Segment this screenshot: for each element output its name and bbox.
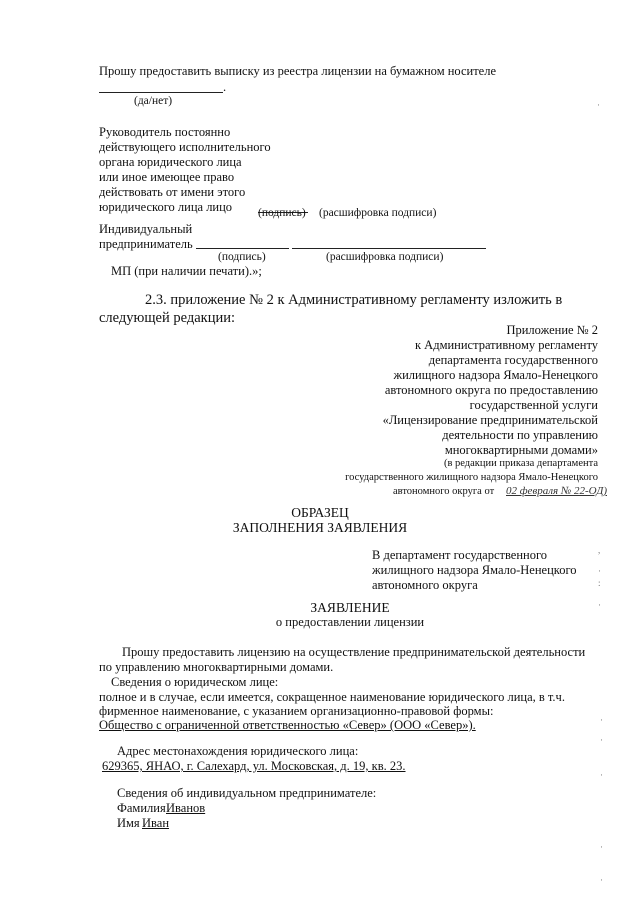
scan-mark: · [600,875,603,885]
extract-request-text: Прошу предоставить выписку из реестра лицензии на бумажном носителе [99,64,497,78]
head-line-1: Руководитель постоянно [99,125,231,139]
addressee-line-3: автономного округа [372,578,478,592]
head-line-3: органа юридического лица [99,155,242,169]
ip-decode-line [292,248,486,249]
surname-value: Иванов [166,801,206,815]
head-line-6: юридического лица лицо [99,200,233,214]
scan-mark: · [598,566,601,576]
first-name-label: Имя [117,816,140,830]
head-line-2: действующего исполнительного [99,140,271,154]
surname-label: Фамилия [117,801,166,815]
edition-line-1: (в редакции приказа департамента [443,458,598,469]
name-description-line-1: полное и в случае, если имеется, сокращенное наименование юридического лица, в т.ч. [99,690,565,704]
section-line-1: 2.3. приложение № 2 к Административному регламенту изложить в [145,292,563,308]
yesno-hint: (да/нет) [134,95,173,107]
scan-mark: · [597,100,600,110]
addressee-line-2: жилищного надзора Ямало-Ненецкого [372,563,577,577]
head-line-5: действовать от имени этого [99,185,246,199]
edition-stamp: 02 февраля № 22-ОД) [506,485,607,497]
appendix-line-9: многоквартирными домами» [444,443,598,457]
stamp-note: МП (при наличии печати).»; [111,264,262,278]
ip-sign-line [196,248,289,249]
appendix-line-1: Приложение № 2 [506,323,598,337]
scan-mark: , [598,545,601,555]
edition-line-3: автономного округа от [393,486,495,497]
legal-info-label: Сведения о юридическом лице: [111,675,279,689]
appendix-line-4: жилищного надзора Ямало-Ненецкого [393,368,598,382]
application-subtitle: о предоставлении лицензии [275,615,425,629]
scan-mark: · [598,600,601,610]
scan-mark: · [600,770,603,780]
request-line-2: по управлению многоквартирными домами. [99,660,334,674]
head-decode-hint: (расшифровка подписи) [319,207,437,219]
scan-mark: · [600,735,603,745]
request-line-1: Прошу предоставить лицензию на осуществление предпринимательской деятельности [122,645,586,659]
address-label: Адрес местонахождения юридического лица: [117,744,359,758]
appendix-line-3: департамента государственного [428,353,598,367]
edition-line-2: государственного жилищного надзора Ямало-Ненецкого [345,472,598,483]
name-description-line-2: фирменное наименование, с указанием организационно-правовой формы: [99,704,494,718]
sample-title: ОБРАЗЕЦ [291,505,349,520]
appendix-line-5: автономного округа по предоставлению [384,383,598,397]
appendix-line-8: деятельности по управлению [442,428,598,442]
ip-decode-hint: (расшифровка подписи) [326,251,444,263]
company-name: Общество с ограниченной ответственностью «Север» (ООО «Север»). [99,718,476,732]
ip-line-2: предприниматель [99,237,193,251]
scan-mark: · [600,842,603,852]
appendix-line-6: государственной услуги [469,398,598,412]
ip-line-1: Индивидуальный [99,222,193,236]
appendix-line-2: к Административному регламенту [414,338,598,352]
addressee-line-1: В департамент государственного [372,548,548,562]
scan-mark: · [600,715,603,725]
yesno-blank-line [99,92,223,93]
section-line-2: следующей редакции: [99,310,236,326]
appendix-line-7: «Лицензирование предпринимательской [382,413,598,427]
yesno-period: . [223,80,227,94]
head-sign-hint: (подпись) [258,207,306,219]
address-value: 629365, ЯНАО, г. Салехард, ул. Московская, д. 19, кв. 23. [102,759,406,773]
ip-sign-hint: (подпись) [218,251,266,263]
application-title: ЗАЯВЛЕНИЕ [310,600,390,615]
head-line-4: или иное имеющее право [99,170,235,184]
first-name-value: Иван [142,816,170,830]
scan-mark: : [598,578,601,588]
ip-info-label: Сведения об индивидуальном предпринимателе: [117,786,377,800]
sample-subtitle: ЗАПОЛНЕНИЯ ЗАЯВЛЕНИЯ [232,520,408,535]
